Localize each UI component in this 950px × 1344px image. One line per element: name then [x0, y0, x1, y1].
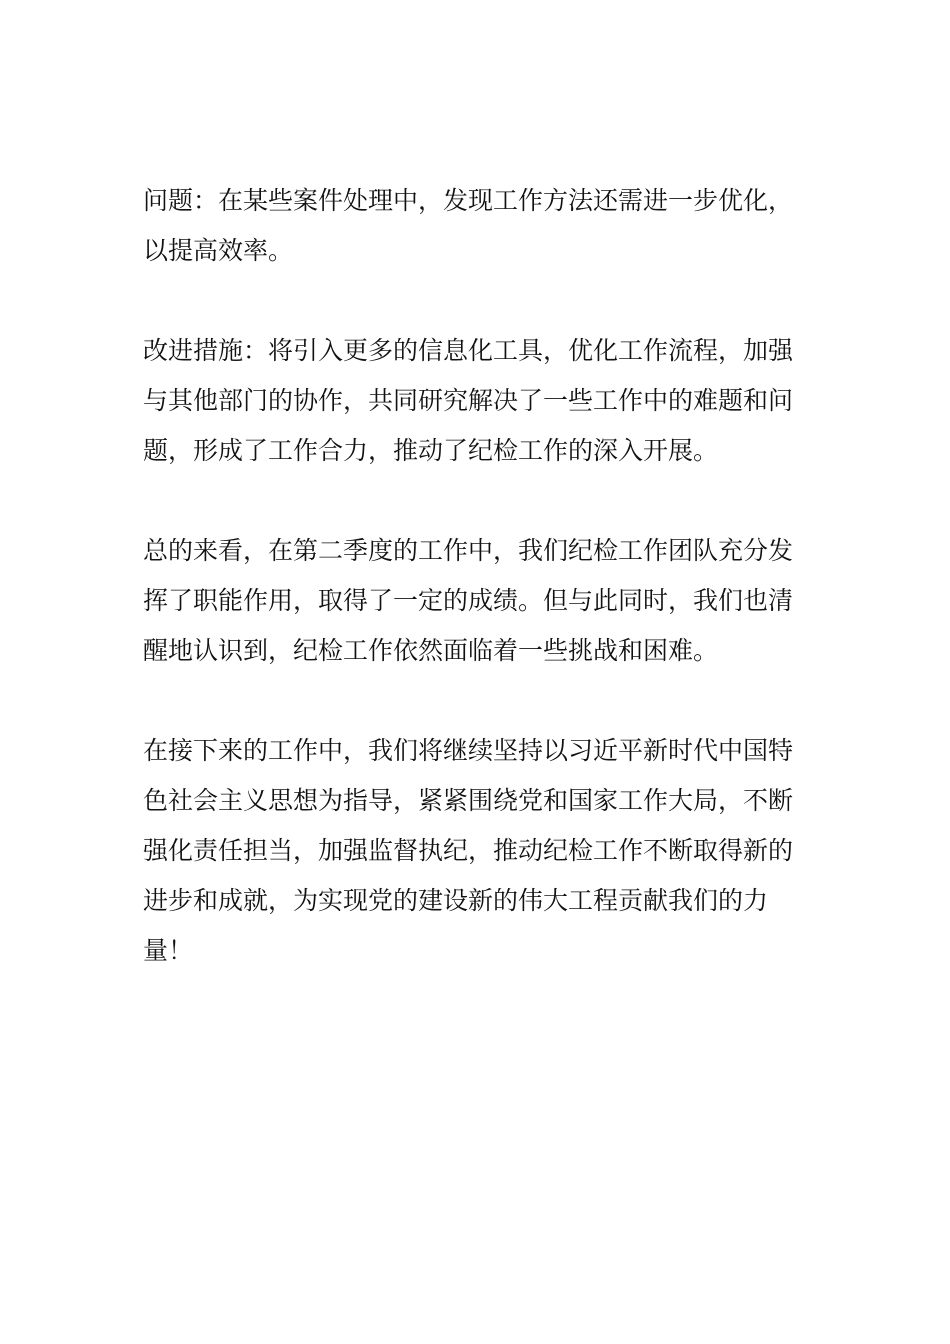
paragraph-summary: 总的来看，在第二季度的工作中，我们纪检工作团队充分发挥了职能作用，取得了一定的成绩。但与此同时，我们也清醒地认识到，纪检工作依然面临着一些挑战和困难。: [143, 536, 794, 665]
document-body: [143, 176, 808, 976]
paragraph-improvement-measures: 改进措施：将引入更多的信息化工具，优化工作流程，加强与其他部门的协作，共同研究解决了一些工作中的难题和问题，形成了工作合力，推动了纪检工作的深入开展。: [143, 336, 794, 465]
paragraph-next-steps: 在接下来的工作中，我们将继续坚持以习近平新时代中国特色社会主义思想为指导，紧紧围绕党和国家工作大局，不断强化责任担当，加强监督执纪，推动纪检工作不断取得新的进步和成就，为实现党的建设新的伟大工程贡献我们的力量！: [143, 736, 794, 965]
paragraph-problem: 问题：在某些案件处理中，发现工作方法还需进一步优化，以提高效率。: [143, 186, 794, 265]
